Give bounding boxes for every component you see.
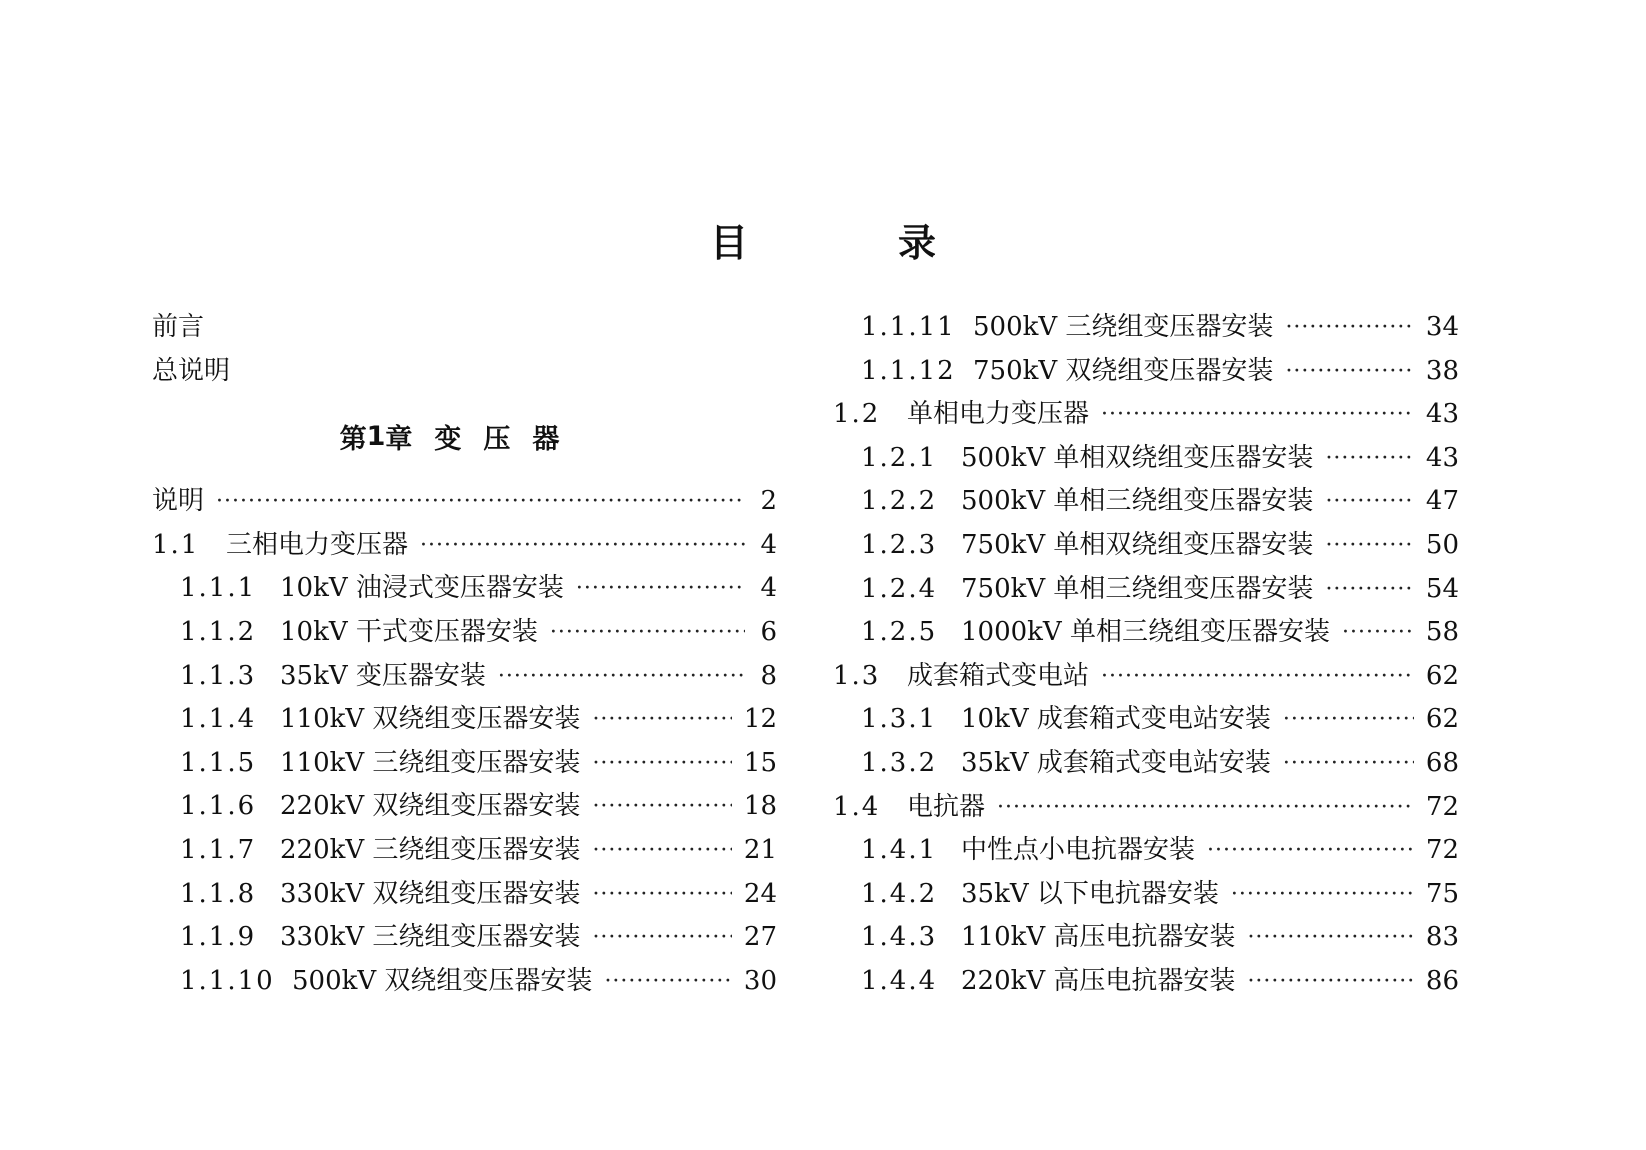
toc-entry-number: 1.2.5 xyxy=(861,617,938,648)
toc-entry-leader-dots xyxy=(1247,960,1413,1004)
toc-entry-leader-dots xyxy=(592,742,731,786)
toc-entry-page-number: 54 xyxy=(1425,573,1459,604)
front-matter-preface[interactable]: 前言 xyxy=(152,312,205,342)
toc-entry-page-number: 50 xyxy=(1425,529,1459,560)
toc-entry-leader-dots xyxy=(1283,742,1414,786)
toc-entry[interactable] xyxy=(833,829,1459,873)
chapter-suffix: 章 xyxy=(385,424,413,456)
toc-entry[interactable] xyxy=(152,742,777,786)
toc-entry-leader-dots xyxy=(1325,568,1413,612)
toc-title-char-2: 录 xyxy=(898,221,937,265)
toc-entry-page-number: 18 xyxy=(743,791,777,822)
toc-entry-label: 110kV 三绕组变压器安装 xyxy=(280,747,581,778)
toc-entry-page-number: 34 xyxy=(1425,312,1459,342)
toc-left-list xyxy=(152,480,777,1003)
toc-entry[interactable] xyxy=(152,829,777,873)
chapter-name-char-1: 变 xyxy=(434,424,462,456)
toc-right-list xyxy=(833,306,1459,1004)
toc-entry-page-number: 75 xyxy=(1425,878,1459,909)
toc-entry-number: 1.1.8 xyxy=(180,878,257,909)
toc-entry-leader-dots xyxy=(997,786,1414,830)
toc-entry-label: 750kV 双绕组变压器安装 xyxy=(973,355,1274,386)
toc-entry-leader-dots xyxy=(592,873,731,917)
toc-entry-page-number: 86 xyxy=(1425,965,1459,996)
toc-entry[interactable] xyxy=(152,524,777,568)
toc-entry-number: 1.3.1 xyxy=(861,704,938,735)
toc-entry-number: 1.2.4 xyxy=(861,573,938,604)
toc-entry-number: 1.1.4 xyxy=(180,704,257,735)
toc-entry-page-number: 47 xyxy=(1425,486,1459,517)
toc-entry-label: 35kV 以下电抗器安装 xyxy=(961,878,1219,909)
toc-entry-number: 1.4.1 xyxy=(861,835,938,866)
toc-entry[interactable] xyxy=(833,655,1459,699)
toc-entry-leader-dots xyxy=(1247,916,1413,960)
toc-entry-label: 330kV 三绕组变压器安装 xyxy=(280,922,581,953)
toc-entry-leader-dots xyxy=(1325,524,1413,568)
chapter-number: 1 xyxy=(366,421,386,453)
toc-entry-page-number: 21 xyxy=(743,834,777,865)
toc-entry[interactable] xyxy=(833,698,1459,742)
chapter-name-char-3: 器 xyxy=(532,424,560,456)
toc-entry-label: 220kV 三绕组变压器安装 xyxy=(280,834,581,865)
toc-entry-number: 1.2 xyxy=(833,399,881,430)
toc-entry-number: 1.2.3 xyxy=(861,529,938,560)
toc-entry-number: 1.4.4 xyxy=(861,965,938,996)
toc-entry-page-number: 43 xyxy=(1425,442,1459,473)
toc-entry-page-number: 72 xyxy=(1425,791,1459,822)
toc-entry-number: 1.2.1 xyxy=(861,442,938,473)
toc-entry-number: 1.1.5 xyxy=(180,747,257,778)
toc-title xyxy=(0,218,1646,268)
toc-entry-leader-dots xyxy=(592,785,731,829)
toc-entry-label: 750kV 单相双绕组变压器安装 xyxy=(961,529,1314,560)
toc-entry-number: 1.1.3 xyxy=(180,660,257,691)
toc-entry[interactable] xyxy=(152,698,777,742)
toc-entry-label: 330kV 双绕组变压器安装 xyxy=(280,878,581,909)
toc-entry-leader-dots xyxy=(1325,437,1413,481)
toc-entry-page-number: 72 xyxy=(1425,835,1459,866)
toc-entry-label: 成套箱式变电站 xyxy=(907,660,1090,691)
toc-entry-page-number: 62 xyxy=(1425,660,1459,691)
toc-entry[interactable] xyxy=(833,742,1459,786)
chapter-prefix: 第 xyxy=(339,424,367,456)
toc-entry[interactable] xyxy=(833,393,1459,437)
toc-entry[interactable] xyxy=(833,960,1459,1004)
toc-entry[interactable] xyxy=(833,873,1459,917)
toc-entry-leader-dots xyxy=(604,960,731,1004)
toc-entry-label: 电抗器 xyxy=(907,791,986,822)
toc-entry-label: 说明 xyxy=(152,486,205,517)
toc-entry-label: 10kV 成套箱式变电站安装 xyxy=(961,704,1271,735)
toc-entry-label: 220kV 高压电抗器安装 xyxy=(961,965,1236,996)
toc-entry-label: 500kV 双绕组变压器安装 xyxy=(292,965,593,996)
toc-entry-leader-dots xyxy=(1101,393,1414,437)
toc-left-column xyxy=(152,306,777,1003)
toc-entry-label: 单相电力变压器 xyxy=(907,399,1090,430)
toc-entry-label: 10kV 干式变压器安装 xyxy=(280,616,538,647)
toc-entry-page-number: 83 xyxy=(1425,922,1459,953)
toc-right-column xyxy=(833,306,1459,1004)
toc-entry-leader-dots xyxy=(592,829,731,873)
toc-entry-leader-dots xyxy=(592,916,731,960)
toc-entry[interactable] xyxy=(833,916,1459,960)
toc-entry-label: 1000kV 单相三绕组变压器安装 xyxy=(961,617,1330,648)
toc-entry-leader-dots xyxy=(1101,655,1414,699)
toc-entry-page-number: 6 xyxy=(760,616,777,647)
toc-entry-leader-dots xyxy=(1231,873,1414,917)
toc-entry-page-number: 68 xyxy=(1425,747,1459,778)
toc-entry-number: 1.1.11 xyxy=(861,312,956,342)
toc-entry-number: 1.1.12 xyxy=(861,355,956,386)
toc-entry-label: 220kV 双绕组变压器安装 xyxy=(280,791,581,822)
toc-entry-leader-dots xyxy=(1283,698,1414,742)
toc-entry[interactable] xyxy=(833,480,1459,524)
toc-entry[interactable] xyxy=(152,785,777,829)
toc-entry[interactable] xyxy=(152,480,777,524)
toc-entry-page-number: 38 xyxy=(1425,355,1459,386)
toc-entry-number: 1.1.6 xyxy=(180,791,257,822)
toc-entry[interactable] xyxy=(833,437,1459,481)
toc-entry-label: 10kV 油浸式变压器安装 xyxy=(280,573,564,604)
toc-entry[interactable] xyxy=(152,611,777,655)
toc-entry-page-number: 30 xyxy=(743,965,777,996)
toc-entry-leader-dots xyxy=(216,480,745,524)
toc-entry-label: 35kV 成套箱式变电站安装 xyxy=(961,747,1271,778)
toc-entry-label: 500kV 单相三绕组变压器安装 xyxy=(961,486,1314,517)
front-matter-general-notes[interactable]: 总说明 xyxy=(152,355,231,386)
toc-entry[interactable] xyxy=(152,916,777,960)
toc-entry[interactable] xyxy=(152,655,777,699)
toc-entry[interactable] xyxy=(833,524,1459,568)
toc-entry-leader-dots xyxy=(1285,306,1413,350)
toc-entry-label: 500kV 三绕组变压器安装 xyxy=(973,312,1274,342)
toc-entry-leader-dots xyxy=(1342,611,1414,655)
toc-entry-number: 1.1.9 xyxy=(180,922,257,953)
toc-entry-page-number: 4 xyxy=(760,573,777,604)
toc-entry-label: 35kV 变压器安装 xyxy=(280,660,486,691)
toc-title-char-1: 目 xyxy=(709,221,748,265)
toc-entry-page-number: 58 xyxy=(1425,617,1459,648)
toc-entry-number: 1.4 xyxy=(833,791,881,822)
toc-entry-leader-dots xyxy=(1285,350,1413,394)
toc-entry-number: 1.2.2 xyxy=(861,486,938,517)
toc-entry-label: 110kV 高压电抗器安装 xyxy=(961,922,1236,953)
toc-entry-page-number: 24 xyxy=(743,878,777,909)
toc-entry-page-number: 2 xyxy=(760,486,777,517)
chapter-heading xyxy=(152,393,777,480)
toc-entry-leader-dots xyxy=(420,524,745,568)
toc-entry-page-number: 15 xyxy=(743,747,777,778)
toc-entry-number: 1.1.7 xyxy=(180,834,257,865)
toc-entry-number: 1.3 xyxy=(833,660,881,691)
toc-entry-label: 中性点小电抗器安装 xyxy=(961,835,1196,866)
toc-entry-leader-dots xyxy=(550,611,745,655)
toc-entry-number: 1.1.10 xyxy=(180,965,275,996)
toc-entry[interactable] xyxy=(833,568,1459,612)
toc-entry-number: 1.1 xyxy=(152,529,200,560)
toc-entry-label: 500kV 单相双绕组变压器安装 xyxy=(961,442,1314,473)
toc-entry-page-number: 8 xyxy=(760,660,777,691)
toc-entry-page-number: 4 xyxy=(760,529,777,560)
toc-entry-number: 1.3.2 xyxy=(861,747,938,778)
toc-entry-leader-dots xyxy=(498,655,745,699)
toc-entry[interactable] xyxy=(152,960,777,1004)
toc-entry-label: 750kV 单相三绕组变压器安装 xyxy=(961,573,1314,604)
toc-entry-number: 1.1.2 xyxy=(180,616,257,647)
toc-entry-leader-dots xyxy=(592,698,731,742)
toc-entry-page-number: 12 xyxy=(743,704,777,735)
toc-entry[interactable] xyxy=(833,350,1459,394)
toc-entry-leader-dots xyxy=(1325,480,1413,524)
toc-entry-number: 1.4.3 xyxy=(861,922,938,953)
toc-entry-leader-dots xyxy=(1207,829,1414,873)
toc-entry-number: 1.1.1 xyxy=(180,573,257,604)
toc-entry-label: 三相电力变压器 xyxy=(226,529,409,560)
toc-entry-label: 110kV 双绕组变压器安装 xyxy=(280,704,581,735)
toc-entry[interactable] xyxy=(152,873,777,917)
toc-entry[interactable] xyxy=(833,786,1459,830)
toc-entry-page-number: 43 xyxy=(1425,399,1459,430)
toc-entry-number: 1.4.2 xyxy=(861,878,938,909)
toc-entry-leader-dots xyxy=(576,567,745,611)
chapter-name-char-2: 压 xyxy=(483,424,511,456)
toc-entry[interactable] xyxy=(152,567,777,611)
toc-entry-page-number: 27 xyxy=(743,922,777,953)
toc-entry-page-number: 62 xyxy=(1425,704,1459,735)
toc-entry[interactable] xyxy=(833,306,1459,350)
toc-entry[interactable] xyxy=(833,611,1459,655)
